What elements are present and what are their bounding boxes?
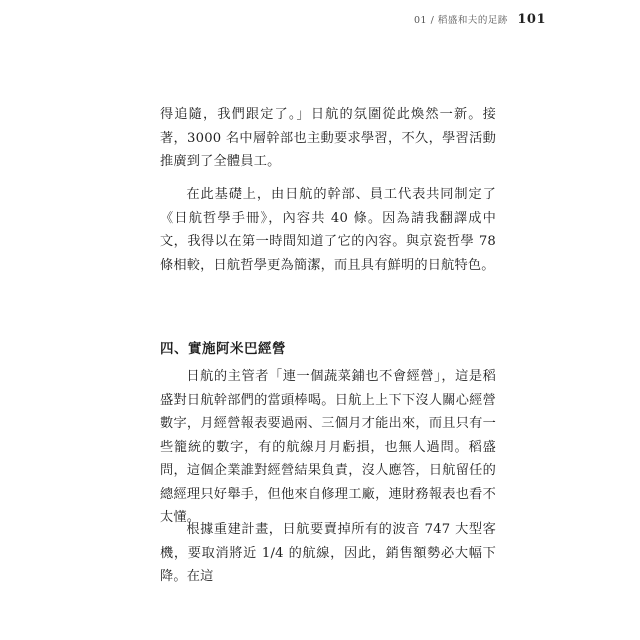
paragraph-block-3 <box>160 365 496 530</box>
paragraph-4: 根據重建計畫，日航要賣掉所有的波音 747 大型客機，要取消將近 1/4 的航線，因此，銷售額勢必大幅下降。在這 <box>160 522 496 584</box>
section-heading: 四、實施阿米巴經營 <box>160 341 286 357</box>
paragraph-block-2 <box>160 183 496 277</box>
running-header <box>414 12 546 27</box>
chapter-title: 01 / 稻盛和夫的足跡 <box>413 15 508 26</box>
paragraph-2: 在此基礎上，由日航的幹部、員工代表共同制定了《日航哲學手冊》，內容共 40 條。因為請我翻譯成中文，我得以在第一時間知道了它的內容。與京瓷哲學 78 條相較，日航哲學更為簡潔，而且具有鮮明的日航特色。 <box>160 187 496 273</box>
paragraph-3: 日航的主管者「連一個蔬菜鋪也不會經營」，這是稻盛對日航幹部們的當頭棒喝。日航上上下下沒人關心經營數字，月經營報表要過兩、三個月才能出來，而且只有一些籠統的數字，有的航線月月虧損，也無人過問。稻盛問，這個企業誰對經營結果負責，沒人應答，日航留任的總經理只好舉手，但他來自修理工廠，連財務報表也看不太懂。 <box>160 369 496 525</box>
paragraph-1: 得追隨，我們跟定了。」日航的氛圍從此煥然一新。接著，3000 名中層幹部也主動要求學習，不久，學習活動推廣到了全體員工。 <box>160 107 496 169</box>
paragraph-block-4 <box>160 518 496 589</box>
paragraph-block-1 <box>160 103 496 174</box>
page-number: 101 <box>517 12 546 27</box>
